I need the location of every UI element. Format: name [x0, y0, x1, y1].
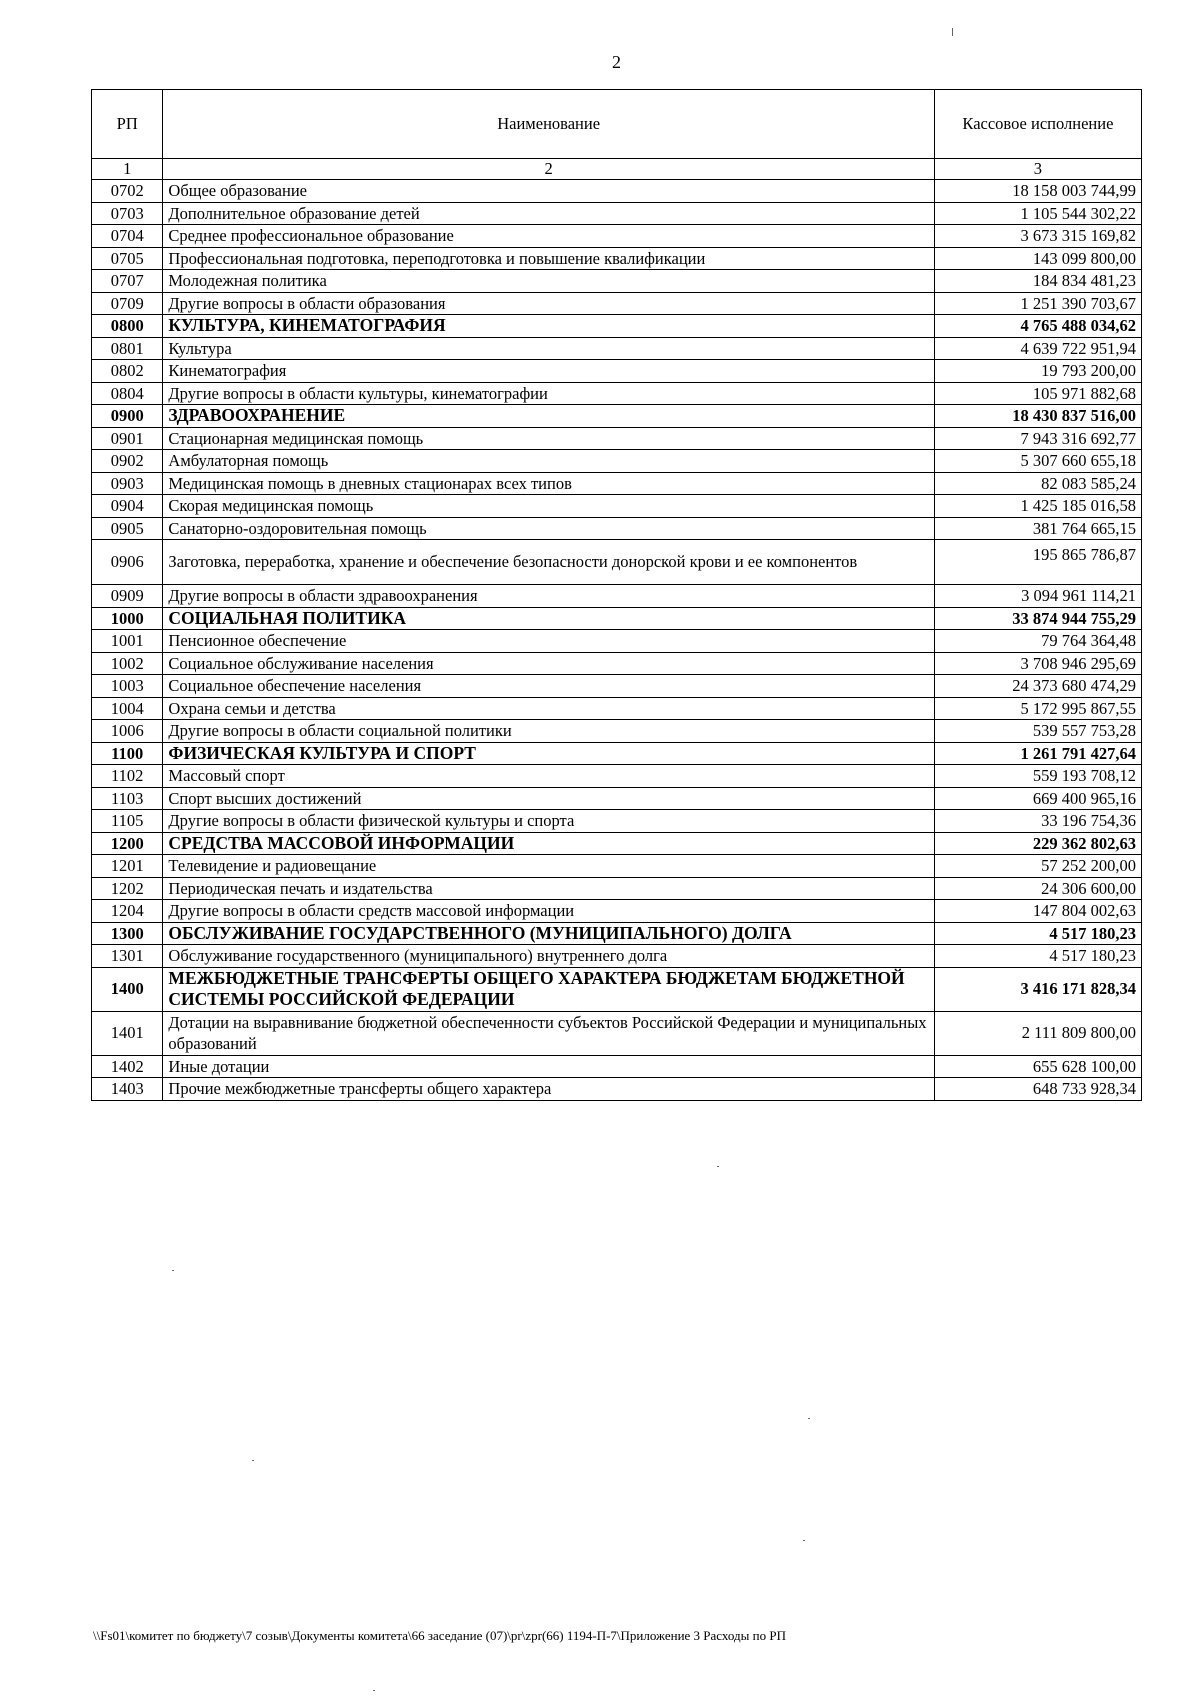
- row-name: СОЦИАЛЬНАЯ ПОЛИТИКА: [163, 607, 934, 630]
- row-code: 0903: [92, 472, 163, 495]
- table-row: [92, 225, 1142, 248]
- row-amount: 1 105 544 302,22: [934, 202, 1141, 225]
- table-row: [92, 180, 1142, 203]
- row-code: 0702: [92, 180, 163, 203]
- row-code: 1100: [92, 742, 163, 765]
- row-code: 0904: [92, 495, 163, 518]
- row-name: Телевидение и радиовещание: [163, 855, 934, 878]
- row-code: 1402: [92, 1055, 163, 1078]
- row-name: Санаторно-оздоровительная помощь: [163, 517, 934, 540]
- row-code: 1200: [92, 832, 163, 855]
- row-name: Дополнительное образование детей: [163, 202, 934, 225]
- table-row: [92, 630, 1142, 653]
- table-row: [92, 337, 1142, 360]
- page-number: 2: [612, 52, 621, 72]
- row-amount: 4 765 488 034,62: [934, 315, 1141, 338]
- row-amount: 79 764 364,48: [934, 630, 1141, 653]
- table-row: [92, 607, 1142, 630]
- row-amount: 3 708 946 295,69: [934, 652, 1141, 675]
- row-code: 1003: [92, 675, 163, 698]
- row-code: 1004: [92, 697, 163, 720]
- row-amount: 147 804 002,63: [934, 900, 1141, 923]
- row-code: 1202: [92, 877, 163, 900]
- row-amount: 143 099 800,00: [934, 247, 1141, 270]
- row-name: Дотации на выравнивание бюджетной обеспеченности субъектов Российской Федерации и муниципальных образований: [163, 1011, 934, 1055]
- row-name: Заготовка, переработка, хранение и обеспечение безопасности донорской крови и ее компонентов: [163, 540, 934, 585]
- row-name: Другие вопросы в области культуры, кинематографии: [163, 382, 934, 405]
- row-name: Другие вопросы в области здравоохранения: [163, 585, 934, 608]
- scan-speck: [717, 1166, 719, 1167]
- row-name: Амбулаторная помощь: [163, 450, 934, 473]
- table-row: [92, 900, 1142, 923]
- table-row: [92, 720, 1142, 743]
- row-name: Периодическая печать и издательства: [163, 877, 934, 900]
- row-amount: 4 639 722 951,94: [934, 337, 1141, 360]
- table-row: [92, 202, 1142, 225]
- row-code: 0804: [92, 382, 163, 405]
- row-code: 1403: [92, 1078, 163, 1101]
- row-code: 1301: [92, 945, 163, 968]
- scan-speck: [172, 1270, 174, 1271]
- table-row: [92, 495, 1142, 518]
- row-code: 1400: [92, 967, 163, 1011]
- row-name: Общее образование: [163, 180, 934, 203]
- row-amount: 5 307 660 655,18: [934, 450, 1141, 473]
- row-code: 1001: [92, 630, 163, 653]
- row-code: 0801: [92, 337, 163, 360]
- row-name: Пенсионное обеспечение: [163, 630, 934, 653]
- row-code: 0906: [92, 540, 163, 585]
- row-name: Другие вопросы в области образования: [163, 292, 934, 315]
- row-amount: 648 733 928,34: [934, 1078, 1141, 1101]
- row-name: ОБСЛУЖИВАНИЕ ГОСУДАРСТВЕННОГО (МУНИЦИПАЛЬНОГО) ДОЛГА: [163, 922, 934, 945]
- footer-file-path: \\Fs01\комитет по бюджету\7 созыв\Документы комитета\66 заседание (07)\pr\zpr(66) 1194-П-7\Приложение 3 Расходы по РП: [93, 1628, 786, 1643]
- table-row: [92, 697, 1142, 720]
- row-amount: 33 874 944 755,29: [934, 607, 1141, 630]
- row-amount: 19 793 200,00: [934, 360, 1141, 383]
- row-code: 1006: [92, 720, 163, 743]
- row-amount: 381 764 665,15: [934, 517, 1141, 540]
- row-code: 1102: [92, 765, 163, 788]
- row-amount: 184 834 481,23: [934, 270, 1141, 293]
- row-amount: 7 943 316 692,77: [934, 427, 1141, 450]
- row-name: Скорая медицинская помощь: [163, 495, 934, 518]
- row-name: Охрана семьи и детства: [163, 697, 934, 720]
- table-row: [92, 472, 1142, 495]
- table-row: [92, 247, 1142, 270]
- row-amount: 33 196 754,36: [934, 810, 1141, 833]
- row-amount: 2 111 809 800,00: [934, 1011, 1141, 1055]
- row-code: 0707: [92, 270, 163, 293]
- row-code: 0709: [92, 292, 163, 315]
- row-name: Другие вопросы в области средств массовой информации: [163, 900, 934, 923]
- table-row: [92, 1078, 1142, 1101]
- table-row: [92, 945, 1142, 968]
- table-header-row: [92, 90, 1142, 159]
- row-name: Молодежная политика: [163, 270, 934, 293]
- column-number: 1: [92, 159, 163, 180]
- row-code: 0901: [92, 427, 163, 450]
- scan-speck: [952, 28, 953, 36]
- row-code: 0905: [92, 517, 163, 540]
- row-name: ЗДРАВООХРАНЕНИЕ: [163, 405, 934, 428]
- table-body: [92, 180, 1142, 1101]
- table-row: [92, 315, 1142, 338]
- table-row: [92, 832, 1142, 855]
- row-amount: 24 306 600,00: [934, 877, 1141, 900]
- row-name: Кинематография: [163, 360, 934, 383]
- row-code: 0902: [92, 450, 163, 473]
- row-name: Обслуживание государственного (муниципального) внутреннего долга: [163, 945, 934, 968]
- row-amount: 195 865 786,87: [934, 540, 1141, 585]
- row-code: 0800: [92, 315, 163, 338]
- row-name: СРЕДСТВА МАССОВОЙ ИНФОРМАЦИИ: [163, 832, 934, 855]
- row-name: Среднее профессиональное образование: [163, 225, 934, 248]
- table-row: [92, 877, 1142, 900]
- row-name: Медицинская помощь в дневных стационарах всех типов: [163, 472, 934, 495]
- row-amount: 3 416 171 828,34: [934, 967, 1141, 1011]
- row-amount: 559 193 708,12: [934, 765, 1141, 788]
- table-row: [92, 742, 1142, 765]
- row-code: 1201: [92, 855, 163, 878]
- table-row: [92, 405, 1142, 428]
- row-code: 0900: [92, 405, 163, 428]
- row-amount: 669 400 965,16: [934, 787, 1141, 810]
- table-row: [92, 652, 1142, 675]
- table-row: [92, 787, 1142, 810]
- row-name: Другие вопросы в области физической культуры и спорта: [163, 810, 934, 833]
- table-row: [92, 967, 1142, 1011]
- row-amount: 655 628 100,00: [934, 1055, 1141, 1078]
- row-name: Спорт высших достижений: [163, 787, 934, 810]
- scan-speck: [252, 1460, 254, 1461]
- row-amount: 3 673 315 169,82: [934, 225, 1141, 248]
- row-name: МЕЖБЮДЖЕТНЫЕ ТРАНСФЕРТЫ ОБЩЕГО ХАРАКТЕРА БЮДЖЕТАМ БЮДЖЕТНОЙ СИСТЕМЫ РОССИЙСКОЙ ФЕДЕРАЦИИ: [163, 967, 934, 1011]
- row-amount: 18 158 003 744,99: [934, 180, 1141, 203]
- table-row: [92, 382, 1142, 405]
- expenditure-table: [91, 89, 1142, 1101]
- header-code: РП: [92, 90, 163, 159]
- row-code: 0703: [92, 202, 163, 225]
- column-number: 2: [163, 159, 934, 180]
- row-amount: 3 094 961 114,21: [934, 585, 1141, 608]
- table-row: [92, 540, 1142, 585]
- row-amount: 24 373 680 474,29: [934, 675, 1141, 698]
- row-amount: 229 362 802,63: [934, 832, 1141, 855]
- row-code: 0909: [92, 585, 163, 608]
- row-name: Другие вопросы в области социальной политики: [163, 720, 934, 743]
- row-amount: 1 261 791 427,64: [934, 742, 1141, 765]
- table-row: [92, 517, 1142, 540]
- row-code: 1103: [92, 787, 163, 810]
- row-code: 1204: [92, 900, 163, 923]
- row-code: 0705: [92, 247, 163, 270]
- header-name: Наименование: [163, 90, 934, 159]
- row-amount: 57 252 200,00: [934, 855, 1141, 878]
- scan-speck: [803, 1540, 805, 1541]
- row-name: ФИЗИЧЕСКАЯ КУЛЬТУРА И СПОРТ: [163, 742, 934, 765]
- row-name: Иные дотации: [163, 1055, 934, 1078]
- table-row: [92, 765, 1142, 788]
- table-row: [92, 360, 1142, 383]
- row-code: 1401: [92, 1011, 163, 1055]
- table-row: [92, 427, 1142, 450]
- row-amount: 5 172 995 867,55: [934, 697, 1141, 720]
- row-code: 1105: [92, 810, 163, 833]
- scan-speck: [808, 1418, 810, 1419]
- row-code: 1000: [92, 607, 163, 630]
- row-name: Прочие межбюджетные трансферты общего характера: [163, 1078, 934, 1101]
- header-amount: Кассовое исполнение: [934, 90, 1141, 159]
- row-amount: 1 251 390 703,67: [934, 292, 1141, 315]
- row-name: Социальное обеспечение населения: [163, 675, 934, 698]
- row-name: Профессиональная подготовка, переподготовка и повышение квалификации: [163, 247, 934, 270]
- column-number-row: [92, 159, 1142, 180]
- row-amount: 82 083 585,24: [934, 472, 1141, 495]
- row-amount: 1 425 185 016,58: [934, 495, 1141, 518]
- row-name: Социальное обслуживание населения: [163, 652, 934, 675]
- table-row: [92, 922, 1142, 945]
- table-row: [92, 270, 1142, 293]
- row-amount: 4 517 180,23: [934, 922, 1141, 945]
- table-row: [92, 585, 1142, 608]
- table-row: [92, 1011, 1142, 1055]
- row-amount: 539 557 753,28: [934, 720, 1141, 743]
- row-amount: 105 971 882,68: [934, 382, 1141, 405]
- row-code: 1300: [92, 922, 163, 945]
- row-name: Культура: [163, 337, 934, 360]
- table-row: [92, 810, 1142, 833]
- row-name: Стационарная медицинская помощь: [163, 427, 934, 450]
- table-row: [92, 292, 1142, 315]
- table-row: [92, 675, 1142, 698]
- column-number: 3: [934, 159, 1141, 180]
- row-code: 0704: [92, 225, 163, 248]
- row-amount: 4 517 180,23: [934, 945, 1141, 968]
- row-name: Массовый спорт: [163, 765, 934, 788]
- row-code: 1002: [92, 652, 163, 675]
- table-row: [92, 1055, 1142, 1078]
- table-row: [92, 855, 1142, 878]
- table-row: [92, 450, 1142, 473]
- row-amount: 18 430 837 516,00: [934, 405, 1141, 428]
- row-code: 0802: [92, 360, 163, 383]
- scan-speck: [373, 1690, 375, 1691]
- row-name: КУЛЬТУРА, КИНЕМАТОГРАФИЯ: [163, 315, 934, 338]
